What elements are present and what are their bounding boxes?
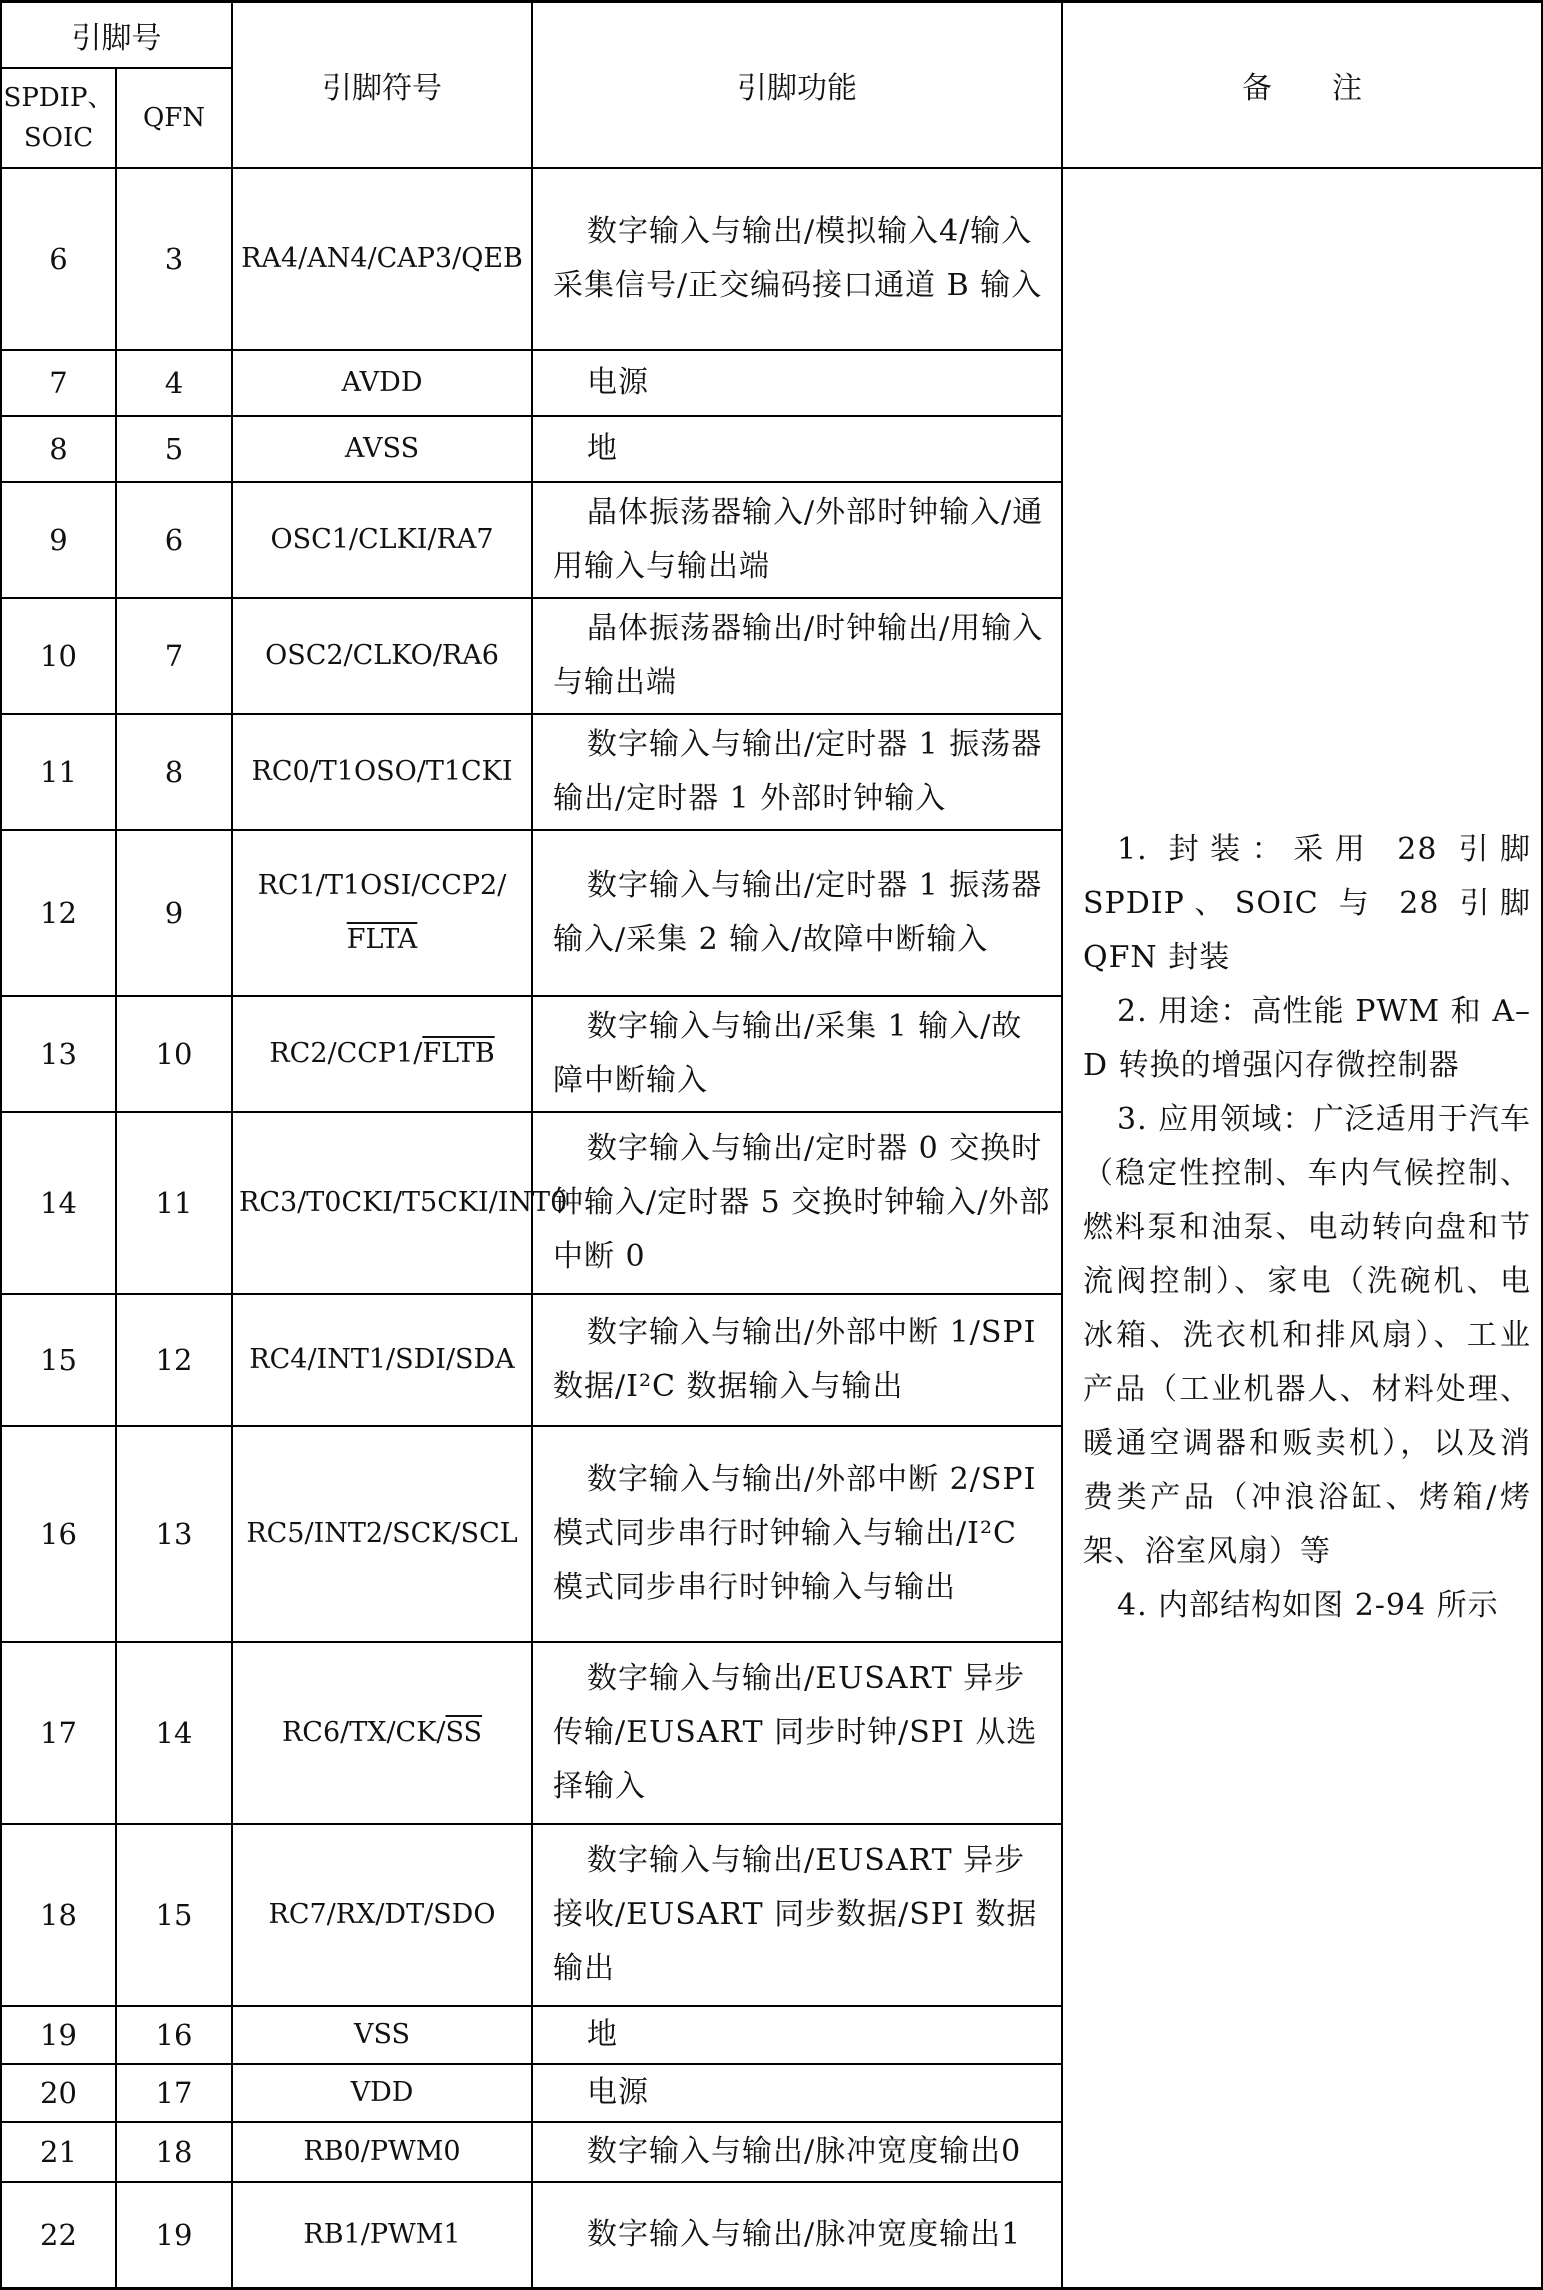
function-cell: 电源 (532, 350, 1062, 416)
qfn-cell: 7 (116, 598, 232, 714)
symbol-cell: AVSS (232, 416, 532, 482)
spdip-cell: 21 (1, 2122, 116, 2182)
symbol-cell: RA4/AN4/CAP3/QEB (232, 168, 532, 350)
symbol-cell (232, 1642, 532, 1824)
spdip-cell: 13 (1, 996, 116, 1112)
spdip-cell: 22 (1, 2182, 116, 2289)
symbol-cell: RC7/RX/DT/SDO (232, 1824, 532, 2006)
symbol-text: RC1/T1OSI/CCP2/ (257, 869, 507, 901)
symbol-cell: OSC2/CLKO/RA6 (232, 598, 532, 714)
header-pin-function: 引脚功能 (532, 2, 1062, 168)
qfn-cell: 14 (116, 1642, 232, 1824)
spdip-cell: 7 (1, 350, 116, 416)
qfn-cell: 9 (116, 830, 232, 996)
qfn-cell: 4 (116, 350, 232, 416)
function-cell: 地 (532, 2006, 1062, 2064)
symbol-cell: RB0/PWM0 (232, 2122, 532, 2182)
header-qfn: QFN (116, 68, 232, 168)
qfn-cell: 15 (116, 1824, 232, 2006)
symbol-overline-text: FLTA (346, 923, 418, 955)
symbol-cell: VSS (232, 2006, 532, 2064)
function-cell: 地 (532, 416, 1062, 482)
spdip-cell: 15 (1, 1294, 116, 1426)
symbol-cell: VDD (232, 2064, 532, 2122)
qfn-cell: 10 (116, 996, 232, 1112)
header-pin-symbol: 引脚符号 (232, 2, 532, 168)
notes-cell (1062, 168, 1542, 2289)
header-row (1, 2, 1542, 68)
spdip-cell: 12 (1, 830, 116, 996)
header-spdip-soic: SPDIP、SOIC (1, 68, 116, 168)
spdip-cell: 11 (1, 714, 116, 830)
function-cell: 数字输入与输出/EUSART 异步传输/EUSART 同步时钟/SPI 从选择输入 (532, 1642, 1062, 1824)
function-cell: 晶体振荡器输出/时钟输出/用输入与输出端 (532, 598, 1062, 714)
symbol-cell: RC0/T1OSO/T1CKI (232, 714, 532, 830)
qfn-cell: 16 (116, 2006, 232, 2064)
function-cell: 数字输入与输出/定时器 1 振荡器输出/定时器 1 外部时钟输入 (532, 714, 1062, 830)
function-cell: 数字输入与输出/脉冲宽度输出0 (532, 2122, 1062, 2182)
function-cell: 数字输入与输出/EUSART 异步接收/EUSART 同步数据/SPI 数据输出 (532, 1824, 1062, 2006)
symbol-cell: OSC1/CLKI/RA7 (232, 482, 532, 598)
note-item: 3. 应用领域：广泛适用于汽车（稳定性控制、车内气候控制、燃料泵和油泵、电动转向盘和节流阀控制）、家电（洗碗机、电冰箱、洗衣机和排风扇）、工业产品（工业机器人、材料处理、暖通空调器和贩卖机），以及消费类产品（冲浪浴缸、烤箱/烤架、浴室风扇）等 (1083, 1101, 1531, 1569)
symbol-cell (232, 830, 532, 996)
symbol-text: RC2/CCP1/ (269, 1037, 423, 1069)
function-cell: 数字输入与输出/模拟输入4/输入采集信号/正交编码接口通道 B 输入 (532, 168, 1062, 350)
spdip-cell: 10 (1, 598, 116, 714)
function-cell: 数字输入与输出/定时器 0 交换时钟输入/定时器 5 交换时钟输入/外部中断 0 (532, 1112, 1062, 1294)
function-cell: 数字输入与输出/采集 1 输入/故障中断输入 (532, 996, 1062, 1112)
symbol-overline-text: FLTB (422, 1037, 495, 1069)
table-row (1, 168, 1542, 350)
spdip-cell: 16 (1, 1426, 116, 1642)
spdip-cell: 19 (1, 2006, 116, 2064)
spdip-cell: 9 (1, 482, 116, 598)
function-cell: 晶体振荡器输入/外部时钟输入/通用输入与输出端 (532, 482, 1062, 598)
header-remarks: 备 注 (1062, 2, 1542, 168)
spdip-cell: 14 (1, 1112, 116, 1294)
header-pin-no: 引脚号 (1, 2, 232, 68)
qfn-cell: 13 (116, 1426, 232, 1642)
symbol-cell: RC4/INT1/SDI/SDA (232, 1294, 532, 1426)
spdip-cell: 18 (1, 1824, 116, 2006)
symbol-cell: AVDD (232, 350, 532, 416)
qfn-cell: 17 (116, 2064, 232, 2122)
function-cell: 电源 (532, 2064, 1062, 2122)
symbol-cell: RB1/PWM1 (232, 2182, 532, 2289)
spdip-cell: 8 (1, 416, 116, 482)
qfn-cell: 11 (116, 1112, 232, 1294)
qfn-cell: 3 (116, 168, 232, 350)
symbol-cell: RC3/T0CKI/T5CKI/INT0 (232, 1112, 532, 1294)
spdip-cell: 6 (1, 168, 116, 350)
function-cell: 数字输入与输出/定时器 1 振荡器输入/采集 2 输入/故障中断输入 (532, 830, 1062, 996)
qfn-cell: 19 (116, 2182, 232, 2289)
spdip-cell: 17 (1, 1642, 116, 1824)
symbol-cell: RC5/INT2/SCK/SCL (232, 1426, 532, 1642)
qfn-cell: 12 (116, 1294, 232, 1426)
qfn-cell: 6 (116, 482, 232, 598)
note-item: 4. 内部结构如图 2-94 所示 (1117, 1587, 1499, 1623)
function-cell: 数字输入与输出/脉冲宽度输出1 (532, 2182, 1062, 2289)
note-item: 1. 封装：采用 28 引脚 SPDIP、SOIC 与 28 引脚 QFN 封装 (1083, 831, 1531, 975)
qfn-cell: 5 (116, 416, 232, 482)
spdip-cell: 20 (1, 2064, 116, 2122)
note-item: 2. 用途：高性能 PWM 和 A–D 转换的增强闪存微控制器 (1083, 993, 1531, 1083)
function-cell: 数字输入与输出/外部中断 1/SPI 数据/I²C 数据输入与输出 (532, 1294, 1062, 1426)
symbol-cell (232, 996, 532, 1112)
symbol-text: RC6/TX/CK/ (281, 1716, 446, 1748)
symbol-overline-text: $\overline{SS}$ (445, 1716, 483, 1748)
qfn-cell: 8 (116, 714, 232, 830)
qfn-cell: 18 (116, 2122, 232, 2182)
function-cell: 数字输入与输出/外部中断 2/SPI 模式同步串行时钟输入与输出/I²C 模式同步串行时钟输入与输出 (532, 1426, 1062, 1642)
